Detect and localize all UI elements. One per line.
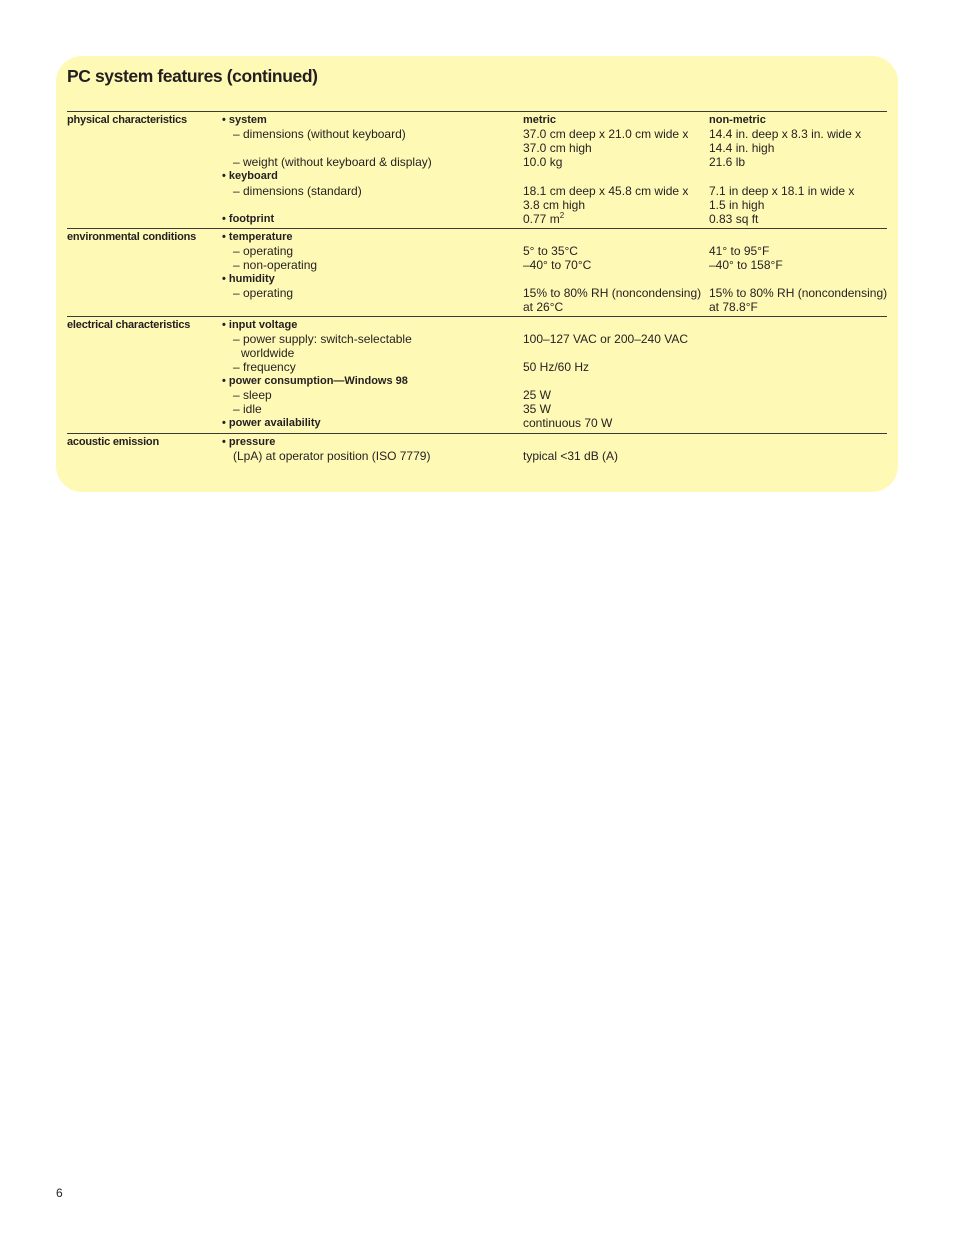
- kb-nonmetric: 7.1 in deep x 18.1 in wide x: [709, 184, 855, 198]
- dim-nonmetric-2: 14.4 in. high: [709, 141, 775, 155]
- item-idle: – idle: [233, 402, 262, 416]
- item-system: • system: [222, 114, 267, 126]
- item-kb-dimensions: – dimensions (standard): [233, 184, 362, 198]
- page-number: 6: [56, 1186, 63, 1200]
- temp-nonop-metric: –40° to 70°C: [523, 258, 592, 272]
- item-weight: – weight (without keyboard & display): [233, 155, 432, 169]
- item-power-availability: • power availability: [222, 417, 321, 429]
- section-electrical: [67, 316, 887, 430]
- weight-nonmetric: 21.6 lb: [709, 155, 746, 169]
- hum-metric-2: at 26°C: [523, 300, 564, 314]
- power-supply-value: 100–127 VAC or 200–240 VAC: [523, 332, 689, 346]
- item-power-supply-2: worldwide: [241, 346, 295, 360]
- item-humidity: • humidity: [222, 273, 275, 285]
- dim-metric: 37.0 cm deep x 21.0 cm wide x: [523, 127, 689, 141]
- weight-metric: 10.0 kg: [523, 155, 563, 169]
- section-label: physical characteristics: [67, 114, 187, 126]
- item-dimensions: – dimensions (without keyboard): [233, 127, 406, 141]
- item-power-consumption: • power consumption—Windows 98: [222, 375, 408, 387]
- acoustic-value: typical <31 dB (A): [523, 449, 619, 463]
- temp-op-nonmetric: 41° to 95°F: [709, 244, 770, 258]
- item-operating: – operating: [233, 244, 294, 258]
- item-frequency: – frequency: [233, 360, 296, 374]
- sleep-value: 25 W: [523, 388, 552, 402]
- item-non-operating: – non-operating: [233, 258, 318, 272]
- section-label: acoustic emission: [67, 436, 159, 448]
- hum-nonmetric: 15% to 80% RH (noncondensing): [709, 286, 888, 300]
- kb-metric-2: 3.8 cm high: [523, 198, 586, 212]
- temp-op-metric: 5° to 35°C: [523, 244, 578, 258]
- nonmetric-header: non-metric: [709, 114, 766, 126]
- section-physical: [67, 111, 887, 226]
- item-position: (LpA) at operator position (ISO 7779): [233, 449, 431, 463]
- item-power-supply: – power supply: switch-selectable: [233, 332, 412, 346]
- footprint-nonmetric: 0.83 sq ft: [709, 212, 759, 226]
- dim-nonmetric: 14.4 in. deep x 8.3 in. wide x: [709, 127, 862, 141]
- item-footprint: • footprint: [222, 213, 275, 225]
- availability-value: continuous 70 W: [523, 416, 613, 430]
- kb-nonmetric-2: 1.5 in high: [709, 198, 765, 212]
- metric-header: metric: [523, 114, 557, 126]
- page-title: PC system features (continued): [67, 66, 318, 86]
- kb-metric: 18.1 cm deep x 45.8 cm wide x: [523, 184, 689, 198]
- section-environmental: [67, 228, 888, 314]
- dim-metric-2: 37.0 cm high: [523, 141, 592, 155]
- section-acoustic: [67, 433, 887, 463]
- frequency-value: 50 Hz/60 Hz: [523, 360, 590, 374]
- section-label: environmental conditions: [67, 231, 197, 243]
- hum-nonmetric-2: at 78.8°F: [709, 300, 758, 314]
- item-pressure: • pressure: [222, 436, 276, 448]
- footprint-metric: 0.77 $m^2$: [523, 211, 565, 226]
- temp-nonop-nonmetric: –40° to 158°F: [709, 258, 783, 272]
- item-sleep: – sleep: [233, 388, 272, 402]
- item-input-voltage: • input voltage: [222, 319, 298, 331]
- item-hum-operating: – operating: [233, 286, 294, 300]
- item-temperature: • temperature: [222, 231, 293, 243]
- item-keyboard: • keyboard: [222, 170, 278, 182]
- idle-value: 35 W: [523, 402, 552, 416]
- hum-metric: 15% to 80% RH (noncondensing): [523, 286, 702, 300]
- section-label: electrical characteristics: [67, 319, 191, 331]
